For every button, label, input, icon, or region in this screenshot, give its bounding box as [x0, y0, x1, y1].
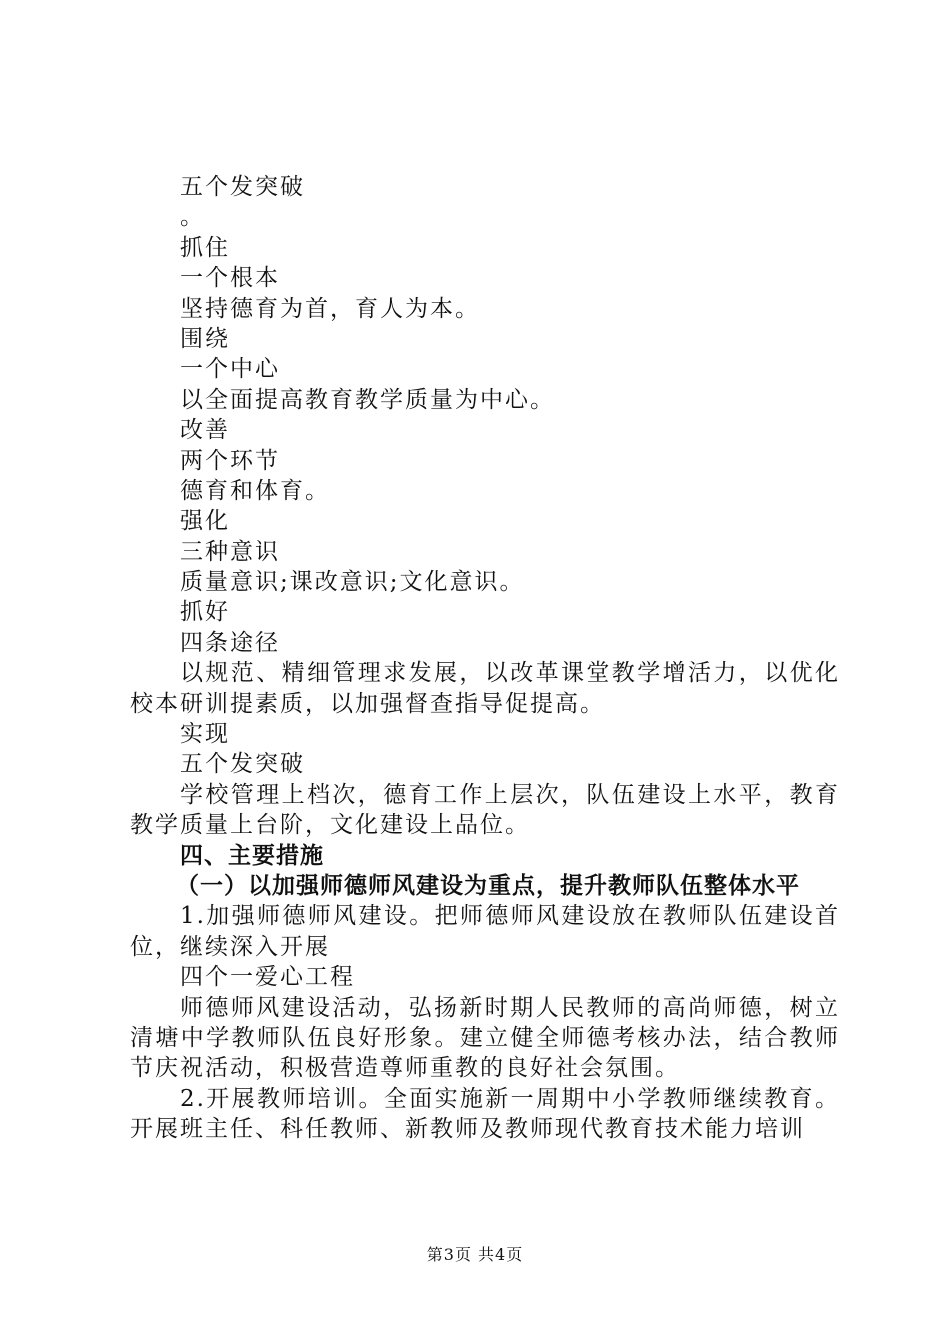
- text-line: 改善: [180, 417, 230, 444]
- text-line: 四条途径: [180, 629, 280, 656]
- text-line: 三种意识: [180, 538, 280, 565]
- sub-heading: （一）以加强师德师风建设为重点，提升教师队伍整体水平: [176, 873, 800, 900]
- text-line: 两个环节: [180, 447, 280, 474]
- text-line: 一个根本: [180, 265, 280, 292]
- text-line: 质量意识;课改意识;文化意识。: [180, 569, 525, 596]
- text-line: 围绕: [180, 325, 230, 352]
- text-line: 一个中心: [180, 356, 280, 383]
- text-line: 五个发突破: [180, 751, 305, 778]
- document-body: [130, 172, 840, 1145]
- page-footer: 第3页 共4页: [426, 1245, 524, 1264]
- text-line: 抓好: [180, 599, 230, 626]
- paragraph: 师德师风建设活动，弘扬新时期人民教师的高尚师德，树立清塘中学教师队伍良好形象。建立健全师德考核办法，结合教师节庆祝活动，积极营造尊师重教的良好社会氛围。: [130, 994, 840, 1082]
- text-line: 德育和体育。: [180, 477, 330, 504]
- text-line: 以全面提高教育教学质量为中心。: [180, 386, 555, 413]
- section-heading: 四、主要措施: [180, 842, 324, 869]
- text-line: 五个发突破: [180, 174, 305, 200]
- paragraph: 学校管理上档次，德育工作上层次，队伍建设上水平，教育教学质量上台阶，文化建设上品位。: [130, 781, 840, 839]
- text-line: 强化: [180, 508, 230, 535]
- text-line: 抓住: [180, 234, 230, 261]
- text-line: 四个一爱心工程: [180, 964, 355, 991]
- text-line: 。: [180, 204, 205, 231]
- paragraph: 2.开展教师培训。全面实施新一周期中小学教师继续教育。开展班主任、科任教师、新教师及教师现代教育技术能力培训: [130, 1085, 840, 1143]
- paragraph: 1.加强师德师风建设。把师德师风建设放在教师队伍建设首位，继续深入开展: [130, 903, 840, 960]
- paragraph: 以规范、精细管理求发展，以改革课堂教学增活力，以优化校本研训提素质，以加强督查指导促提高。: [130, 660, 840, 717]
- text-line: 实现: [180, 721, 230, 748]
- text-line: 坚持德育为首，育人为本。: [180, 295, 480, 322]
